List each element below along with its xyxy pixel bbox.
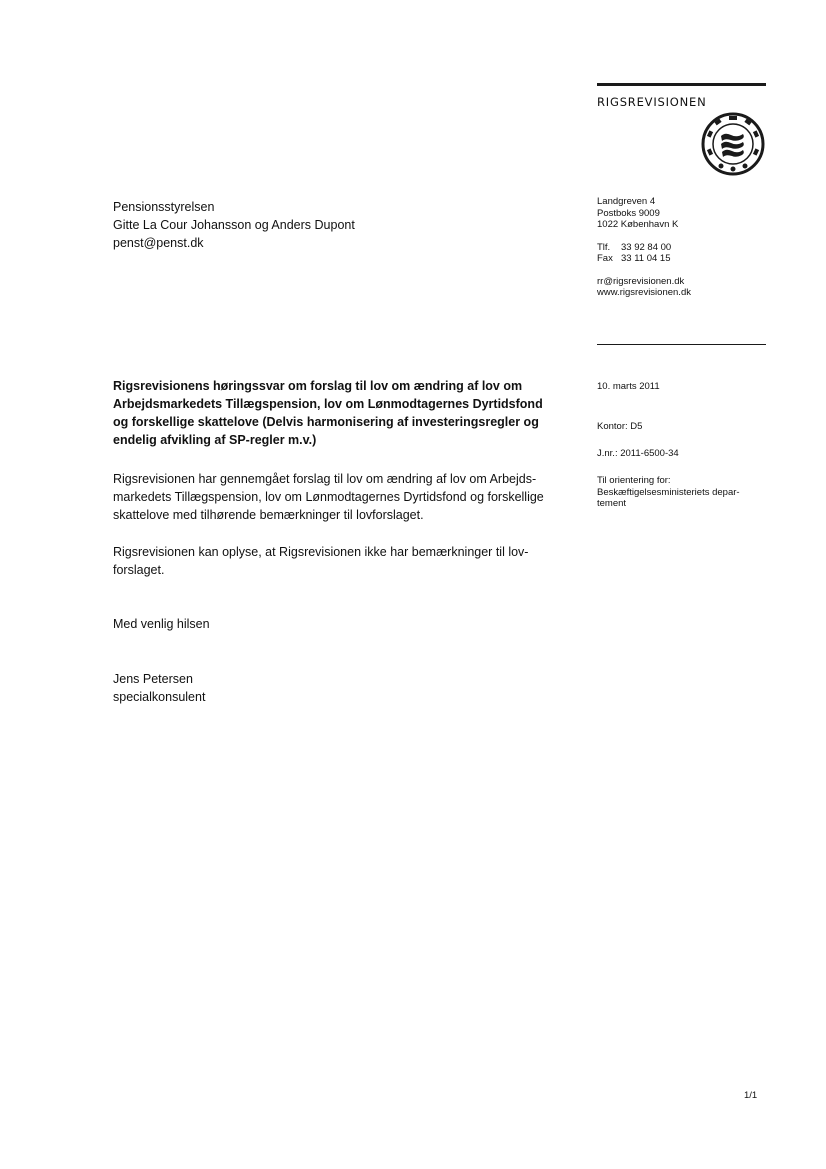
letter-date: 10. marts 2011 — [597, 381, 660, 392]
subject-line: endelig afvikling af SP-regler m.v.) — [113, 433, 317, 447]
address-street: Landgreven 4 — [597, 196, 656, 207]
phone-line — [597, 242, 691, 254]
cc-recipient: Beskæftigelsesministeriets depar- — [597, 486, 740, 498]
fax-line — [597, 253, 691, 265]
closing: Med venlig hilsen — [113, 617, 210, 631]
recipient-name: Pensionsstyrelsen — [113, 200, 215, 214]
contact-website: www.rigsrevisionen.dk — [597, 287, 691, 298]
cc-label: Til orientering for: — [597, 475, 671, 486]
body-line: Rigsrevisionen har gennemgået forslag til lov om ændring af lov om Arbejds- — [113, 472, 537, 486]
sidebar-rule — [597, 344, 766, 345]
body-line: skattelove med tilhørende bemærkninger til lovforslaget. — [113, 508, 424, 522]
address-city: 1022 København K — [597, 219, 679, 230]
body-paragraph-2 — [113, 543, 573, 579]
subject-line: Arbejdsmarkedets Tillægspension, lov om Lønmodtagernes Dyrtidsfond — [113, 397, 543, 411]
journal-number: J.nr.: 2011-6500-34 — [597, 448, 679, 459]
body-paragraph-1 — [113, 470, 573, 524]
body-line: markedets Tillægspension, lov om Lønmodtagernes Dyrtidsfond og forskellige — [113, 490, 544, 504]
contact-email: rr@rigsrevisionen.dk — [597, 275, 685, 287]
recipient-persons: Gitte La Cour Johansson og Anders Dupont — [113, 218, 355, 232]
fax-label: Fax — [597, 253, 613, 264]
phone-number: 33 92 84 00 — [621, 241, 672, 253]
address-pobox: Postboks 9009 — [597, 207, 660, 219]
folketinget-seal-icon — [701, 112, 765, 176]
phone-label: Tlf. — [597, 241, 611, 253]
body-line: Rigsrevisionen kan oplyse, at Rigsrevisionen ikke har bemærkninger til lov- — [113, 545, 529, 559]
body-line: forslaget. — [113, 563, 165, 577]
fax-number: 33 11 04 15 — [621, 253, 671, 264]
signer-title: specialkonsulent — [113, 690, 206, 704]
signature-block — [113, 670, 573, 706]
subject-line: og forskellige skattelove (Delvis harmonisering af investeringsregler og — [113, 415, 539, 429]
org-name: RIGSREVISIONEN — [597, 95, 707, 109]
office-code: Kontor: D5 — [597, 421, 643, 432]
header-rule — [597, 83, 766, 86]
subject-line: Rigsrevisionens høringssvar om forslag til lov om ændring af lov om — [113, 379, 523, 393]
recipient-email: penst@penst.dk — [113, 236, 204, 250]
signer-name: Jens Petersen — [113, 672, 193, 686]
cc-recipient-cont: tement — [597, 498, 627, 509]
recipient-block — [113, 198, 355, 252]
cc-block — [597, 475, 740, 510]
page-number: 1/1 — [744, 1090, 758, 1101]
subject-heading — [113, 377, 573, 449]
contact-block — [597, 196, 691, 299]
